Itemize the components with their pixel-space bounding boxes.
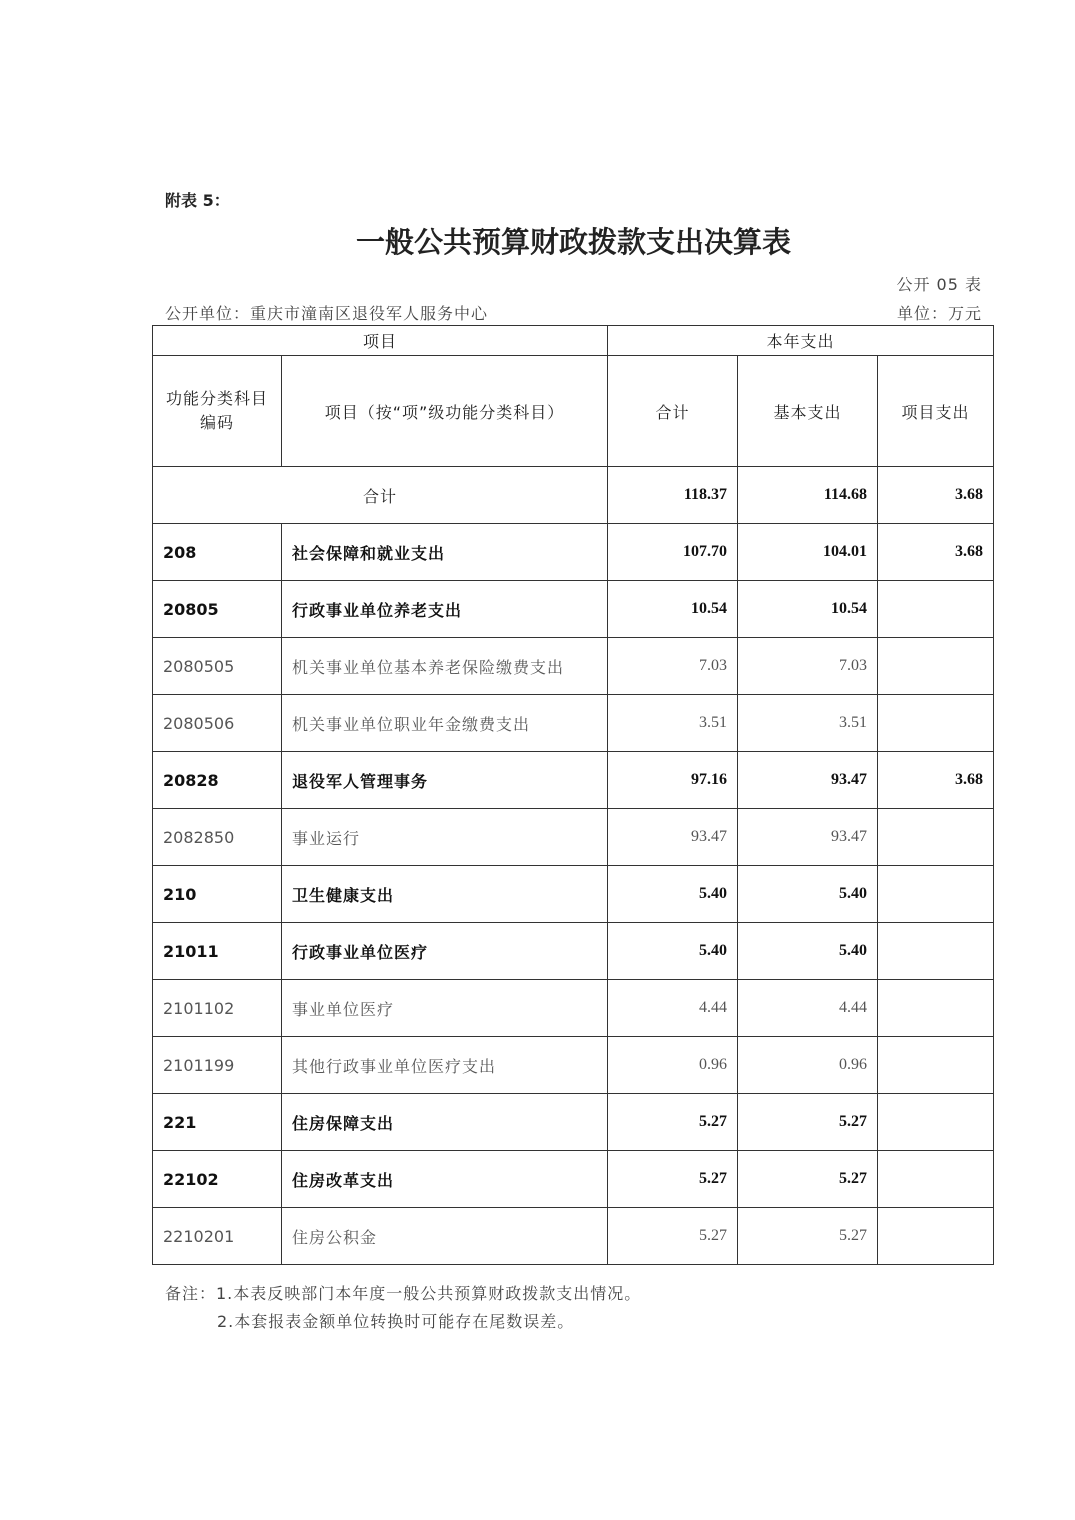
col-header-name: 项目（按“项”级功能分类科目） [282, 356, 608, 467]
col-header-total: 合计 [608, 356, 738, 467]
col-header-code: 功能分类科目编码 [153, 356, 282, 467]
row-code: 210 [153, 866, 282, 923]
table-row [153, 638, 994, 695]
row-total: 7.03 [608, 638, 738, 695]
row-name: 卫生健康支出 [282, 866, 608, 923]
table-row [153, 1037, 994, 1094]
row-total: 4.44 [608, 980, 738, 1037]
row-code: 208 [153, 524, 282, 581]
row-name: 事业运行 [282, 809, 608, 866]
row-total: 5.27 [608, 1208, 738, 1265]
row-name: 其他行政事业单位医疗支出 [282, 1037, 608, 1094]
table-row [153, 980, 994, 1037]
row-project [878, 809, 994, 866]
row-project [878, 923, 994, 980]
row-name: 住房改革支出 [282, 1151, 608, 1208]
total-basic: 114.68 [738, 467, 878, 524]
table-row [153, 695, 994, 752]
row-basic: 93.47 [738, 809, 878, 866]
row-basic: 5.27 [738, 1151, 878, 1208]
form-number: 公开 05 表 [896, 275, 982, 294]
row-code: 2101199 [153, 1037, 282, 1094]
table-row [153, 1208, 994, 1265]
row-code: 20805 [153, 581, 282, 638]
row-basic: 5.27 [738, 1208, 878, 1265]
group-header-row [153, 326, 994, 356]
row-code: 21011 [153, 923, 282, 980]
row-code: 221 [153, 1094, 282, 1151]
row-project: 3.68 [878, 752, 994, 809]
row-code: 2082850 [153, 809, 282, 866]
row-project [878, 1151, 994, 1208]
attachment-label: 附表 5： [165, 191, 230, 210]
row-name: 住房保障支出 [282, 1094, 608, 1151]
col-header-project: 项目支出 [878, 356, 994, 467]
row-name: 行政事业单位养老支出 [282, 581, 608, 638]
expenditure-table [152, 325, 994, 1265]
row-project [878, 1094, 994, 1151]
notes [165, 1280, 641, 1336]
row-total: 5.40 [608, 923, 738, 980]
row-project [878, 581, 994, 638]
row-name: 住房公积金 [282, 1208, 608, 1265]
row-total: 10.54 [608, 581, 738, 638]
row-basic: 4.44 [738, 980, 878, 1037]
col-header-basic: 基本支出 [738, 356, 878, 467]
row-basic: 5.27 [738, 1094, 878, 1151]
row-total: 5.40 [608, 866, 738, 923]
table-row [153, 581, 994, 638]
note-line-1: 备注：1.本表反映部门本年度一般公共预算财政拨款支出情况。 [165, 1284, 642, 1303]
page-title: 一般公共预算财政拨款支出决算表 [355, 225, 791, 259]
row-total: 97.16 [608, 752, 738, 809]
total-project: 3.68 [878, 467, 994, 524]
row-total: 0.96 [608, 1037, 738, 1094]
table-row [153, 809, 994, 866]
row-basic: 5.40 [738, 923, 878, 980]
row-basic: 3.51 [738, 695, 878, 752]
total-row [153, 467, 994, 524]
row-code: 20828 [153, 752, 282, 809]
table-row [153, 923, 994, 980]
note-line-2: 2.本套报表金额单位转换时可能存在尾数误差。 [217, 1312, 575, 1331]
table-row [153, 1094, 994, 1151]
row-total: 5.27 [608, 1094, 738, 1151]
table-row [153, 524, 994, 581]
total-label: 合计 [153, 467, 608, 524]
row-total: 107.70 [608, 524, 738, 581]
row-code: 2080506 [153, 695, 282, 752]
row-basic: 10.54 [738, 581, 878, 638]
currency-unit: 单位：万元 [896, 304, 982, 323]
row-name: 事业单位医疗 [282, 980, 608, 1037]
row-basic: 7.03 [738, 638, 878, 695]
row-project [878, 638, 994, 695]
table-row [153, 866, 994, 923]
table-row [153, 1151, 994, 1208]
group-header-expense: 本年支出 [608, 326, 994, 356]
row-name: 行政事业单位医疗 [282, 923, 608, 980]
row-name: 机关事业单位基本养老保险缴费支出 [282, 638, 608, 695]
column-header-row [153, 356, 994, 467]
row-project [878, 866, 994, 923]
row-code: 2210201 [153, 1208, 282, 1265]
row-total: 5.27 [608, 1151, 738, 1208]
row-basic: 0.96 [738, 1037, 878, 1094]
total-sum: 118.37 [608, 467, 738, 524]
row-name: 社会保障和就业支出 [282, 524, 608, 581]
row-basic: 5.40 [738, 866, 878, 923]
row-name: 机关事业单位职业年金缴费支出 [282, 695, 608, 752]
row-project [878, 1208, 994, 1265]
reporting-unit: 公开单位：重庆市潼南区退役军人服务中心 [165, 304, 489, 323]
table-row [153, 752, 994, 809]
row-project: 3.68 [878, 524, 994, 581]
row-project [878, 1037, 994, 1094]
group-header-item: 项目 [153, 326, 608, 356]
row-total: 3.51 [608, 695, 738, 752]
row-project [878, 980, 994, 1037]
row-code: 2080505 [153, 638, 282, 695]
row-code: 22102 [153, 1151, 282, 1208]
row-basic: 93.47 [738, 752, 878, 809]
row-name: 退役军人管理事务 [282, 752, 608, 809]
row-project [878, 695, 994, 752]
row-total: 93.47 [608, 809, 738, 866]
row-basic: 104.01 [738, 524, 878, 581]
row-code: 2101102 [153, 980, 282, 1037]
